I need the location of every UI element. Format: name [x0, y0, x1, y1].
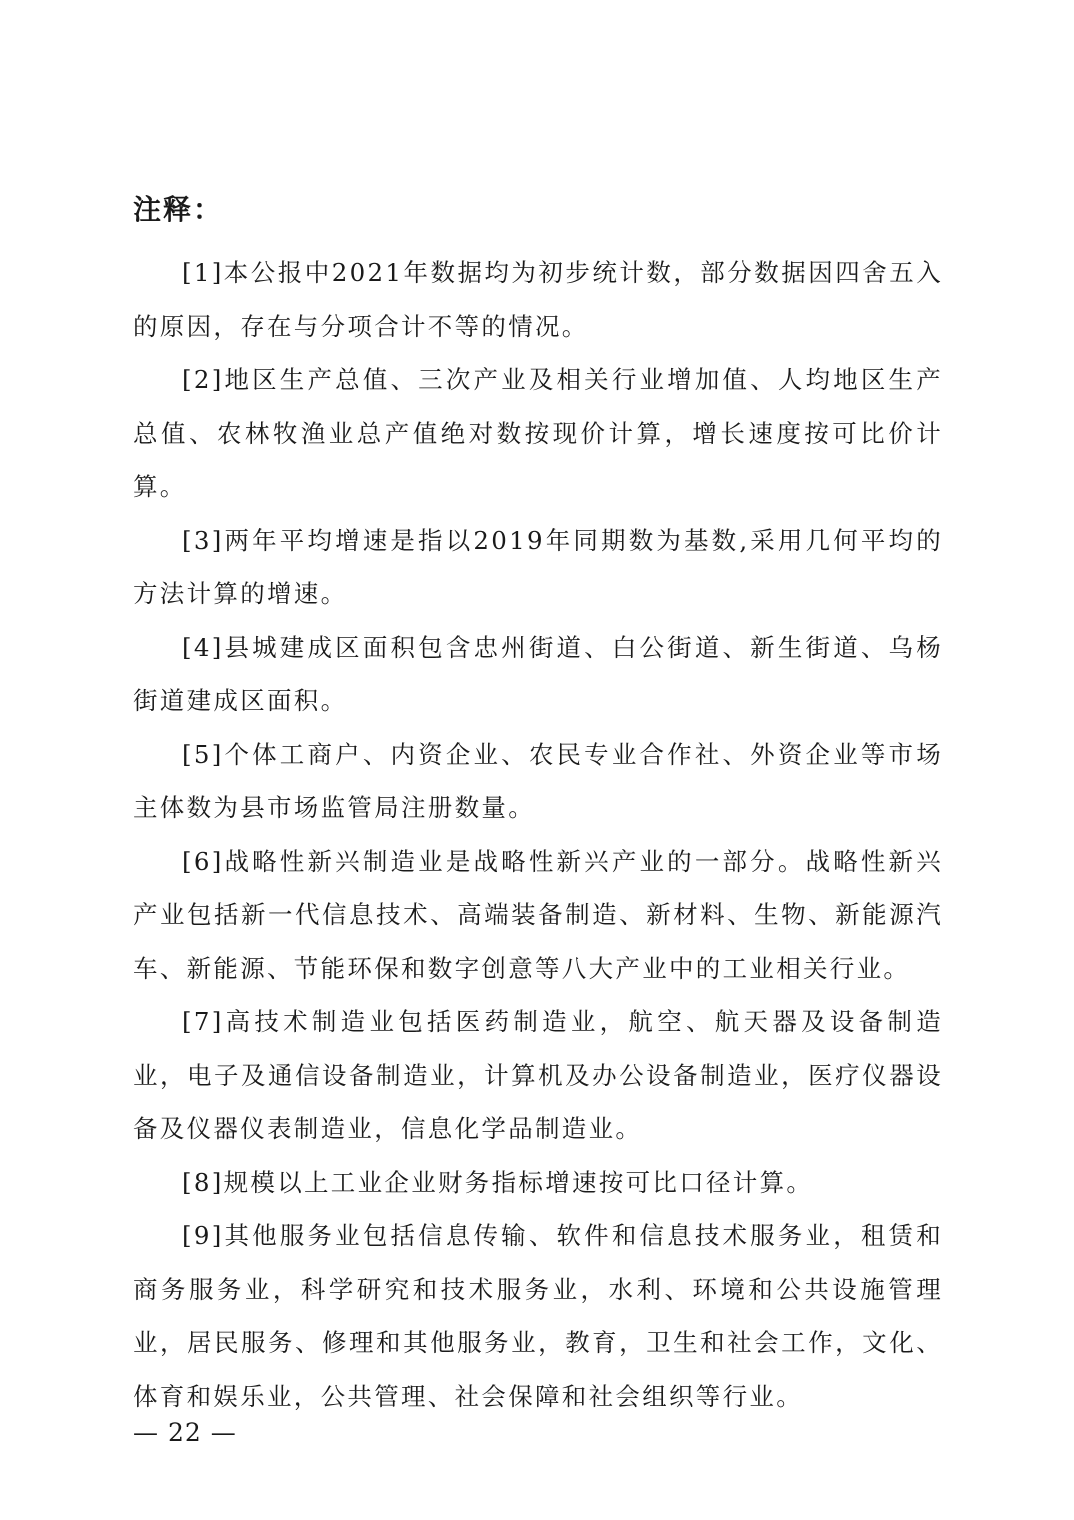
notes-list	[133, 246, 943, 1423]
notes-heading: 注释：	[133, 193, 224, 226]
page-number: — 22 —	[133, 1418, 237, 1447]
note-8: [8]规模以上工业企业财务指标增速按可比口径计算。	[182, 1167, 814, 1197]
note-1: [1]本公报中2021年数据均为初步统计数，部分数据因四舍五入的原因，存在与分项合计不等的情况。	[133, 258, 943, 341]
note-7: [7]高技术制造业包括医药制造业，航空、航天器及设备制造业，电子及通信设备制造业，计算机及办公设备制造业，医疗仪器设备及仪器仪表制造业，信息化学品制造业。	[133, 1007, 943, 1143]
note-3: [3]两年平均增速是指以2019年同期数为基数,采用几何平均的方法计算的增速。	[133, 525, 943, 608]
note-4: [4]县城建成区面积包含忠州街道、白公街道、新生街道、乌杨街道建成区面积。	[133, 632, 943, 715]
note-2: [2]地区生产总值、三次产业及相关行业增加值、人均地区生产总值、农林牧渔业总产值绝对数按现价计算，增长速度按可比价计算。	[133, 365, 943, 501]
note-6: [6]战略性新兴制造业是战略性新兴产业的一部分。战略性新兴产业包括新一代信息技术、高端装备制造、新材料、生物、新能源汽车、新能源、节能环保和数字创意等八大产业中的工业相关行业。	[133, 846, 943, 983]
note-5: [5]个体工商户、内资企业、农民专业合作社、外资企业等市场主体数为县市场监管局注册数量。	[133, 739, 943, 822]
note-9: [9]其他服务业包括信息传输、软件和信息技术服务业，租赁和商务服务业，科学研究和技术服务业，水利、环境和公共设施管理业，居民服务、修理和其他服务业，教育，卫生和社会工作，文化、体育和娱乐业，公共管理、社会保障和社会组织等行业。	[133, 1221, 943, 1411]
